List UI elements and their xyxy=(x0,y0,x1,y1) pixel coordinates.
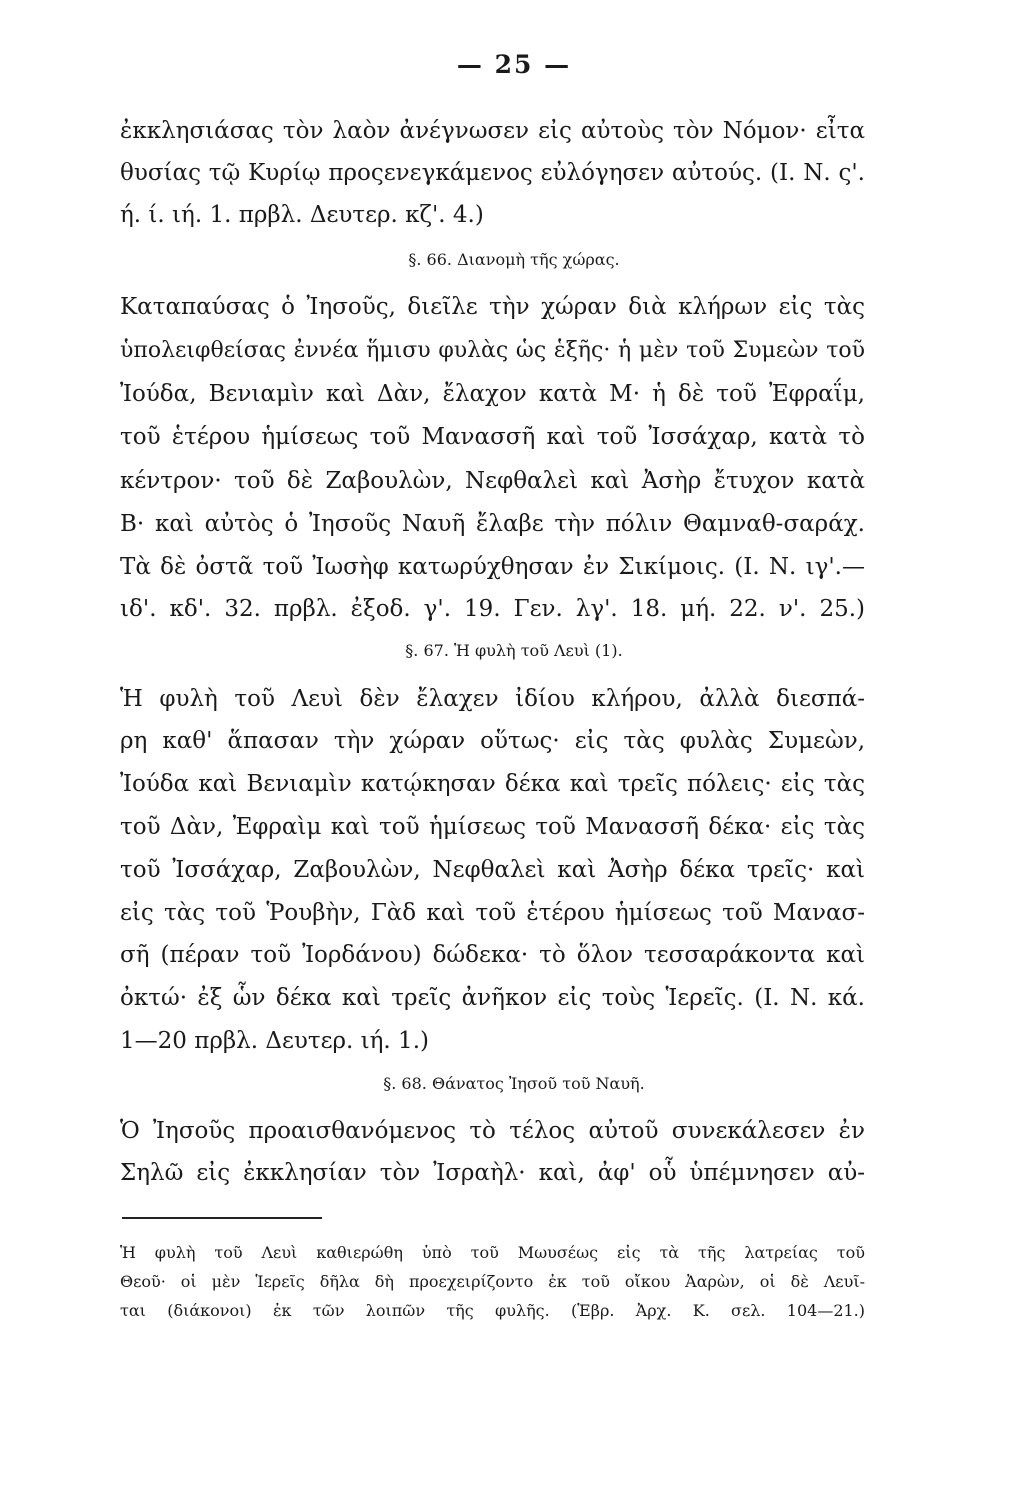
text-line: Ἰούδα καὶ Βενιαμὶν κατῴκησαν δέκα καὶ τρεῖς πόλεις· εἰς τὰς xyxy=(120,771,865,797)
text-line: Ἰούδα, Βενιαμὶν καὶ Δὰν, ἔλαχον κατὰ Μ· ἡ δὲ τοῦ Ἐφραΐμ, xyxy=(120,381,865,407)
text-line: ρη καθ' ἅπασαν τὴν χώραν οὕτως· εἰς τὰς φυλὰς Συμεὼν, xyxy=(120,728,865,754)
text-line: ὑπολειφθείσας ἐννέα ἥμισυ φυλὰς ὡς ἑξῆς· ἡ μὲν τοῦ Συμεὼν τοῦ xyxy=(120,338,865,363)
text-line: Ὁ Ἰησοῦς προαισθανόμενος τὸ τέλος αὐτοῦ συνεκάλεσεν ἐν xyxy=(120,1118,865,1144)
page-number: — 25 — xyxy=(456,50,572,79)
footnote-line: Ἡ φυλὴ τοῦ Λευὶ καθιερώθη ὑπὸ τοῦ Μωυσέως εἰς τὰ τῆς λατρείας τοῦ xyxy=(120,1243,865,1262)
text-line: ή. ί. ιή. 1. πρβλ. Δευτερ. κζ'. 4.) xyxy=(120,202,484,228)
section-heading-67: §. 67. Ἡ φυλὴ τοῦ Λευὶ (1). xyxy=(405,641,623,660)
text-line: ιδ'. κδ'. 32. πρβλ. ἐξοδ. γ'. 19. Γεν. λγ'. 18. μή. 22. ν'. 25.) xyxy=(120,596,865,622)
text-line: θυσίας τῷ Κυρίῳ προςενεγκάμενος εὐλόγησεν αὐτούς. (Ι. Ν. ς'. xyxy=(120,160,865,186)
text-line: τοῦ Ἰσσάχαρ, Ζαβουλὼν, Νεφθαλεὶ καὶ Ἀσὴρ δέκα τρεῖς· καὶ xyxy=(120,857,865,883)
text-line: σῆ (πέραν τοῦ Ἰορδάνου) δώδεκα· τὸ ὅλον τεσσαράκοντα καὶ xyxy=(120,942,865,968)
footnote-line: ται (διάκονοι) ἐκ τῶν λοιπῶν τῆς φυλῆς. (Ἑβρ. Ἀρχ. Κ. σελ. 104—21.) xyxy=(120,1301,865,1320)
text-line: Σηλῶ εἰς ἐκκλησίαν τὸν Ἰσραὴλ· καὶ, ἀφ' οὗ ὑπέμνησεν αὐ- xyxy=(120,1160,865,1186)
text-line: τοῦ Δὰν, Ἐφραὶμ καὶ τοῦ ἡμίσεως τοῦ Μανασσῆ δέκα· εἰς τὰς xyxy=(120,814,865,840)
footnote-divider xyxy=(122,1217,322,1219)
text-line: Ἡ φυλὴ τοῦ Λευὶ δὲν ἔλαχεν ἰδίου κλήρου, ἀλλὰ διεσπά- xyxy=(120,686,865,712)
text-line: ὀκτώ· ἐξ ὧν δέκα καὶ τρεῖς ἀνῆκον εἰς τοὺς Ἱερεῖς. (Ι. Ν. κά. xyxy=(120,985,865,1011)
footnote-line: Θεοῦ· οἱ μὲν Ἱερεῖς δῆλα δὴ προεχειρίζοντο ἐκ τοῦ οἴκου Ἀαρὼν, οἱ δὲ Λευῖ- xyxy=(120,1272,865,1291)
text-line: ἐκκλησιάσας τὸν λαὸν ἀνέγνωσεν εἰς αὐτοὺς τὸν Νόμον· εἶτα xyxy=(120,118,865,144)
text-line: Καταπαύσας ὁ Ἰησοῦς, διεῖλε τὴν χώραν διὰ κλήρων εἰς τὰς xyxy=(120,294,865,320)
text-line: κέντρον· τοῦ δὲ Ζαβουλὼν, Νεφθαλεὶ καὶ Ἀσὴρ ἔτυχον κατὰ xyxy=(120,468,865,494)
text-line: Β· καὶ αὐτὸς ὁ Ἰησοῦς Ναυῆ ἔλαβε τὴν πόλιν Θαμναθ-σαράχ. xyxy=(120,511,865,537)
text-line: εἰς τὰς τοῦ Ῥουβὴν, Γὰδ καὶ τοῦ ἑτέρου ἡμίσεως τοῦ Μανασ- xyxy=(120,900,865,926)
section-heading-68: §. 68. Θάνατος Ἰησοῦ τοῦ Ναυῆ. xyxy=(383,1074,645,1093)
text-line: τοῦ ἑτέρου ἡμίσεως τοῦ Μανασσῆ καὶ τοῦ Ἰσσάχαρ, κατὰ τὸ xyxy=(120,424,865,450)
section-heading-66: §. 66. Διανομὴ τῆς χώρας. xyxy=(408,250,620,269)
text-line: 1—20 πρβλ. Δευτερ. ιή. 1.) xyxy=(120,1028,429,1054)
text-line: Τὰ δὲ ὀστᾶ τοῦ Ἰωσὴφ κατωρύχθησαν ἐν Σικίμοις. (Ι. Ν. ιγ'.— xyxy=(120,554,865,580)
